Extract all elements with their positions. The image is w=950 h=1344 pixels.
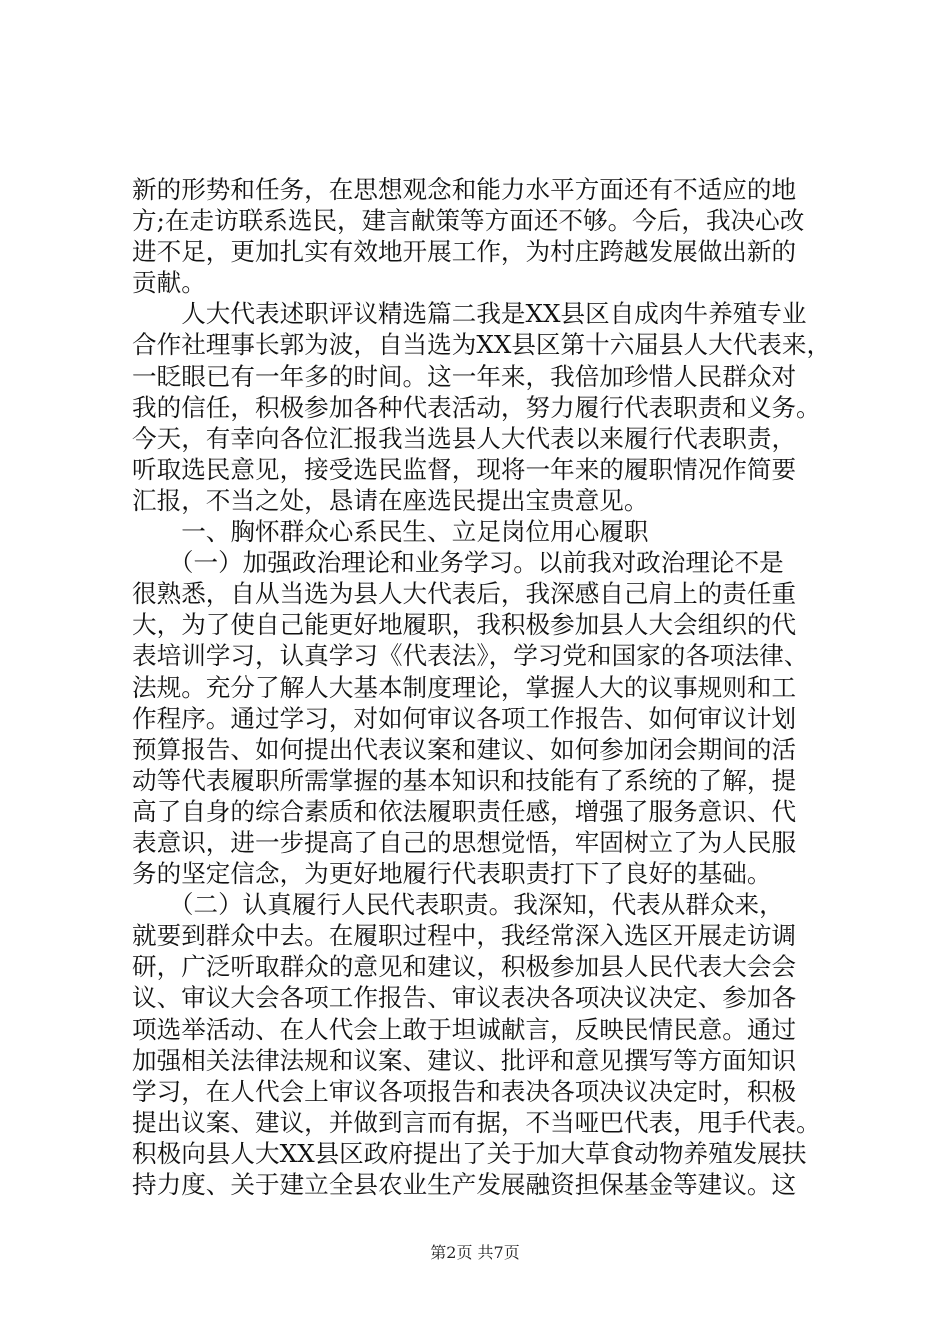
text-line: 听取选民意见，接受选民监督，现将一年来的履职情况作简要 — [132, 454, 797, 484]
text-line: 新的形势和任务，在思想观念和能力水平方面还有不适应的地 — [132, 175, 797, 204]
text-line: 提出议案、建议，并做到言而有据，不当哑巴代表，甩手代表。 — [132, 1107, 821, 1137]
text-line: 很熟悉，自从当选为县人大代表后，我深感自己肩上的责任重 — [132, 579, 797, 609]
text-line: 汇报，不当之处，恳请在座选民提出宝贵意见。 — [132, 485, 649, 515]
text-line: 表培训学习，认真学习《代表法》，学习党和国家的各项法律、 — [132, 641, 809, 671]
text-line: 学习，在人代会上审议各项报告和表决各项决议决定时，积极 — [132, 1076, 797, 1106]
section-heading: 一、胸怀群众心系民生、立足岗位用心履职 — [132, 517, 649, 547]
text-line: 务的坚定信念，为更好地履行代表职责打下了良好的基础。 — [132, 859, 772, 889]
text-line: 高了自身的综合素质和依法履职责任感，增强了服务意识、代 — [132, 796, 797, 826]
text-line: 预算报告、如何提出代表议案和建议、如何参加闭会期间的活 — [132, 734, 797, 764]
text-line: 合作社理事长郭为波，自当选为XX县区第十六届县人大代表来， — [132, 330, 832, 360]
text-line: 就要到群众中去。在履职过程中，我经常深入选区开展走访调 — [132, 921, 797, 951]
text-line: 方;在走访联系选民，建言献策等方面还不够。今后，我决心改 — [132, 206, 805, 236]
text-line: 今天，有幸向各位汇报我当选县人大代表以来履行代表职责， — [132, 423, 797, 453]
text-line: 贡献。 — [132, 268, 206, 298]
body-text — [132, 174, 832, 1200]
text-line: 积极向县人大XX县区政府提出了关于加大草食动物养殖发展扶 — [132, 1138, 807, 1168]
text-line: 表意识，进一步提高了自己的思想觉悟，牢固树立了为人民服 — [132, 827, 797, 857]
text-line: 作程序。通过学习，对如何审议各项工作报告、如何审议计划 — [132, 703, 797, 733]
text-line: 大，为了使自己能更好地履职，我积极参加县人大会组织的代 — [132, 610, 797, 640]
text-line: 进不足，更加扎实有效地开展工作，为村庄跨越发展做出新的 — [132, 237, 797, 267]
text-line: 研，广泛听取群众的意见和建议，积极参加县人民代表大会会 — [132, 952, 797, 982]
text-line: 我的信任，积极参加各种代表活动，努力履行代表职责和义务。 — [132, 392, 821, 422]
text-line: 议、审议大会各项工作报告、审议表决各项决议决定、参加各 — [132, 983, 797, 1013]
text-line: 加强相关法律法规和议案、建议、批评和意见撰写等方面知识 — [132, 1045, 797, 1075]
text-line: 项选举活动、在人代会上敢于坦诚献言，反映民情民意。通过 — [132, 1014, 797, 1044]
text-line: （一）加强政治理论和业务学习。以前我对政治理论不是 — [132, 548, 784, 578]
text-line: 人大代表述职评议精选篇二我是XX县区自成肉牛养殖专业 — [132, 299, 807, 329]
text-line: 持力度、关于建立全县农业生产发展融资担保基金等建议。这 — [132, 1170, 797, 1199]
text-line: 动等代表履职所需掌握的基本知识和技能有了系统的了解，提 — [132, 765, 797, 795]
text-line: 一眨眼已有一年多的时间。这一年来，我倍加珍惜人民群众对 — [132, 361, 797, 391]
text-line: （二）认真履行人民代表职责。我深知，代表从群众来， — [132, 890, 784, 920]
text-line: 法规。充分了解人大基本制度理论，掌握人大的议事规则和工 — [132, 672, 797, 702]
page-number-footer: 第2页 共7页 — [430, 1243, 520, 1262]
